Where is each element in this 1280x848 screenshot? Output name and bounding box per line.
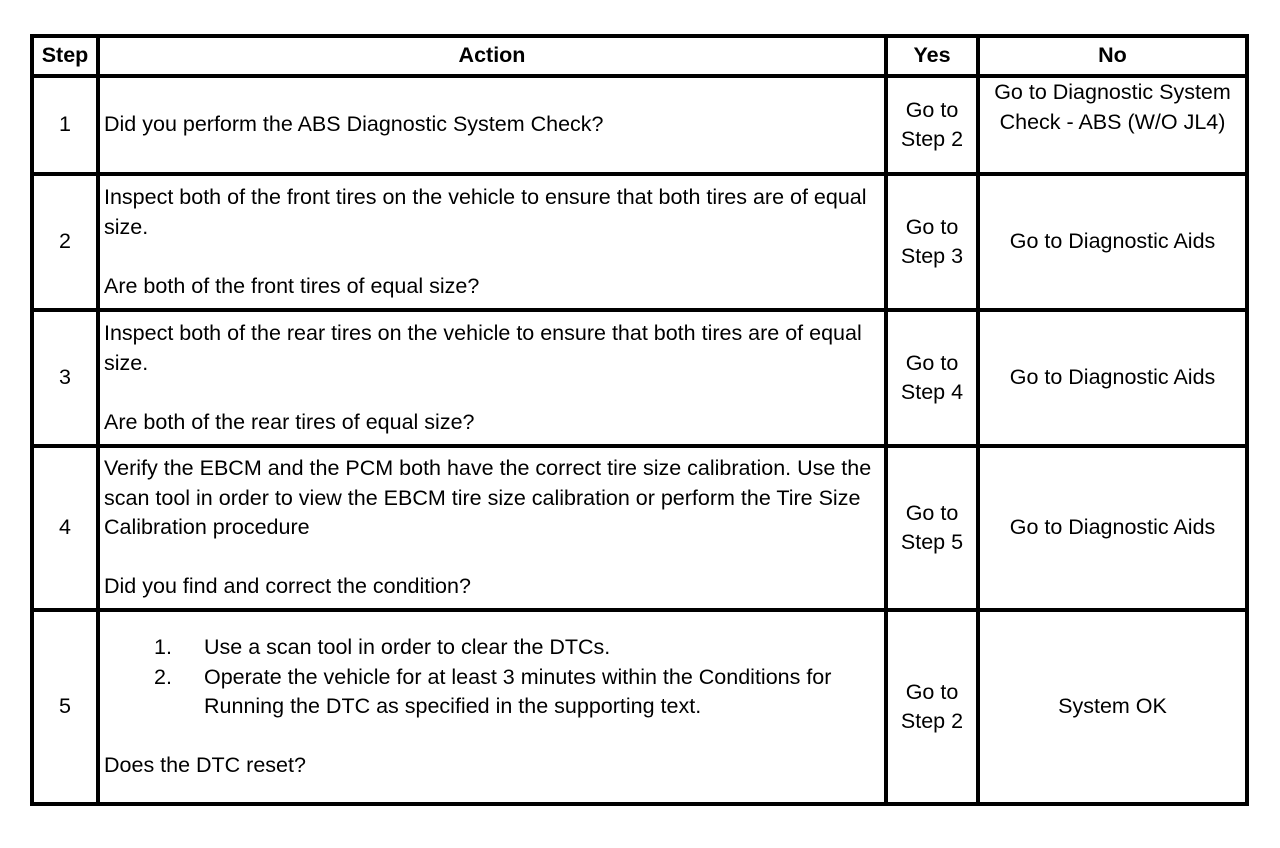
step-number: 3 [32,310,98,446]
no-link[interactable]: System OK [1058,694,1167,719]
yes-link[interactable]: Go to Step 4 [900,350,964,404]
procedure-list [104,633,880,722]
table-row [32,610,1247,804]
yes-link[interactable]: Go to Step 3 [900,214,964,268]
diagnostic-table [30,34,1249,806]
yes-cell [886,310,978,446]
no-cell [978,76,1247,174]
yes-link[interactable]: Go to Step 2 [900,679,964,733]
yes-link[interactable]: Go to Step 5 [900,500,964,554]
action-cell [98,446,886,610]
step-number: 2 [32,174,98,310]
action-question: Are both of the rear tires of equal size? [104,409,475,434]
list-item-number: 1. [154,635,172,660]
action-cell [98,310,886,446]
step-number: 5 [32,610,98,804]
header-row [32,36,1247,76]
yes-link[interactable]: Go to Step 2 [900,97,964,151]
action-cell [98,76,886,174]
list-item-number: 2. [154,664,172,689]
yes-cell [886,610,978,804]
action-cell [98,174,886,310]
table-row [32,76,1247,174]
action-question: Did you find and correct the condition? [104,574,471,599]
list-item-text: Operate the vehicle for at least 3 minutes within the Conditions for Running the DTC as specified in the supporting text. [204,664,832,719]
no-cell [978,446,1247,610]
action-text: Verify the EBCM and the PCM both have the correct tire size calibration. Use the scan tool in order to view the EBCM tire size calibration or perform the Tire Size Calibration procedure [104,456,872,540]
action-question: Does the DTC reset? [104,753,306,778]
table-row [32,174,1247,310]
header-no: No [978,36,1247,76]
header-yes: Yes [886,36,978,76]
action-text: Did you perform the ABS Diagnostic System Check? [104,112,604,137]
no-link[interactable]: Go to Diagnostic Aids [1009,229,1216,254]
table-row [32,310,1247,446]
yes-cell [886,446,978,610]
action-text: Inspect both of the rear tires on the vehicle to ensure that both tires are of equal size. [104,321,862,375]
no-cell [978,174,1247,310]
action-question: Are both of the front tires of equal size? [104,273,480,298]
no-link[interactable]: Go to Diagnostic Aids [1009,365,1216,390]
no-cell [978,610,1247,804]
list-item [104,633,880,663]
yes-cell [886,174,978,310]
header-step: Step [32,36,98,76]
table-row [32,446,1247,610]
no-link[interactable]: Go to Diagnostic System Check - ABS (W/O JL4) [994,80,1231,134]
step-number: 1 [32,76,98,174]
action-text: Inspect both of the front tires on the vehicle to ensure that both tires are of equal size. [104,185,867,239]
list-item-text: Use a scan tool in order to clear the DTCs. [204,635,611,660]
no-cell [978,310,1247,446]
list-item [104,663,880,722]
header-action: Action [98,36,886,76]
step-number: 4 [32,446,98,610]
no-link[interactable]: Go to Diagnostic Aids [1009,515,1216,540]
action-cell [98,610,886,804]
yes-cell [886,76,978,174]
